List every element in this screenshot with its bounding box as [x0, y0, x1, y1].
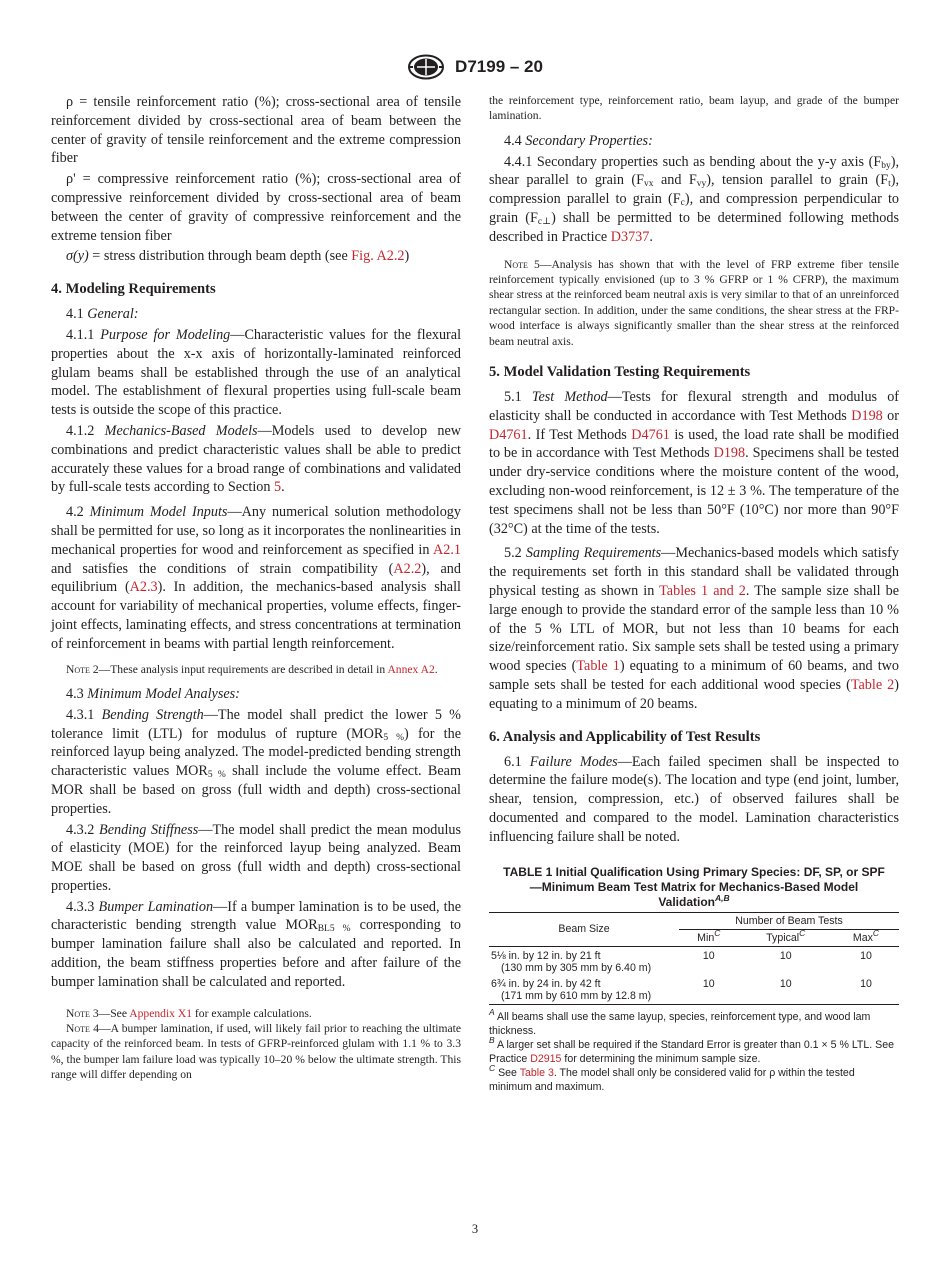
para-4-3-3: 4.3.3 Bumper Lamination—If a bumper lamination is to be used, the characteristic bending strength value $MOR_{BL5 \%}$ corresponding to bumper lamination failure shall also be calculated and reported. In addition, the beam stiffness properties before and after failure of the bumper lamination shall be calculated and reported. [51, 898, 462, 990]
para-4-3: 4.3 Minimum Model Analyses: [66, 685, 240, 702]
table-header-max: Max$^C$ [833, 929, 899, 946]
footnote-a: $^A$ All beams shall use the same layup, species, reinforcement type, and wood lam thickness. [489, 1006, 871, 1037]
table-1-caption: TABLE 1 Initial Qualification Using Primary Species: DF, SP, or SPF—Minimum Beam Test Matrix for Mechanics-Based Model Validation$^{A,B}$ [503, 864, 885, 909]
note-3: Note 3—See Appendix X1 for example calculations. [66, 1006, 312, 1020]
table-header-min: Min$^C$ [679, 929, 739, 946]
table-header-typical: Typical$^C$ [739, 929, 833, 946]
footnote-b: $^B$ A larger set shall be required if the Standard Error is greater than 0.1 × 5 % LTL. See Practice D2915 for determining the minimum sample size. [489, 1034, 895, 1065]
para-4-4: 4.4 Secondary Properties: [504, 132, 653, 149]
para-6-1: 6.1 Failure Modes—Each failed specimen shall be inspected to determine the failure mode(s). The location and type (end joint, lumber, shear, tension, compression, etc.) of observed failures shall be documented and compared to the model. Lamination characteristics influencing failure shall be noted. [489, 753, 900, 845]
footnote-c: $^C$ See Table 3. The model shall only be considered valid for ρ within the tested minimum and maximum. [489, 1062, 855, 1093]
link-annex-a2[interactable]: Annex A2 [387, 662, 435, 676]
table-row: 6¾ in. by 24 in. by 42 ft (171 mm by 610 mm by 12.8 m) 10 10 10 [489, 976, 899, 1005]
link-appendix-x1[interactable]: Appendix X1 [129, 1006, 193, 1020]
link-d4761[interactable]: D4761 [489, 426, 528, 443]
para-4-4-1: 4.4.1 Secondary properties such as bending about the y-y axis $(F_{by})$, shear parallel to grain ($F_{vx}$ and $F_{vy}$), tension parallel to grain $(F_t)$, compression parallel to grain $(F_c)$, and compression perpendicular to grain $(F_{c\perp})$ shall be permitted to be determined following methods described in Practice D3737. [489, 153, 900, 245]
link-fig-a2-2[interactable]: Fig. A2.2 [351, 248, 405, 265]
section-5-heading: 5. Model Validation Testing Requirements [489, 364, 751, 381]
definition-rho-prime: ρ' = compressive reinforcement ratio (%); cross-sectional area of compressive reinforcement divided by cross-sectional area of beam between the center of gravity of compressive reinforcement and the extreme tension fiber [51, 171, 461, 244]
para-5-1: 5.1 Test Method—Tests for flexural strength and modulus of elasticity shall be conducted in accordance with Test Methods D198 or D4761. If Test Methods D4761 is used, the load rate shall be modified to be in accordance with Test Methods D198. Specimens shall be tested under dry-service conditions where the moisture content of the wood, excluding non-wood reinforcement, is 12 ± 3 %. The temperature of the test specimens shall not be less than 50°F (10°C) nor more than 90°F (32°C) at the time of the tests. [489, 389, 900, 537]
designation: D7199 – 20 [455, 57, 543, 76]
table-row: 5⅛ in. by 12 in. by 21 ft (130 mm by 305 mm by 6.40 m) 10 10 10 [491, 949, 872, 974]
link-d3737[interactable]: D3737 [610, 228, 650, 245]
link-d198[interactable]: D198 [713, 445, 746, 462]
right-column [489, 93, 899, 1094]
page-header [0, 54, 950, 82]
link-d2915[interactable]: D2915 [530, 1052, 562, 1065]
page-number: 3 [471, 1222, 479, 1236]
note-4: Note 4—A bumper lamination, if used, will likely fail prior to reaching the ultimate capacity of the reinforced beam. In tests of GFRP-reinforced glulam with 1.1 % to 3.3 %, the bumper lam failure load was typically 10–20 % below the ultimate strength. This range will differ depending on [51, 1022, 461, 1082]
note-5: Note 5—Analysis has shown that with the level of FRP extreme fiber tensile reinforcement typically envisioned (up to 3 % GFRP or 1 % CFRP), the maximum shear stress at the reinforced beam neutral axis is very similar to that of an unreinforced rectangular section. In addition, under the same conditions, the shear stress at the FRP-wood interface is always significantly smaller than the shear stress at the reinforced beam neutral axis. [489, 257, 899, 348]
table-1 [489, 912, 899, 1005]
para-4-1: 4.1 General: [66, 306, 139, 323]
para-4-1-1: 4.1.1 Purpose for Modeling—Characteristic values for the flexural properties about the x-x axis of horizontally-laminated reinforced glulam beams shall be established through the use of an analytical model. The establishment of flexural properties using full-scale beam tests is outside the scope of this practice. [51, 326, 462, 419]
section-4-heading: 4. Modeling Requirements [51, 281, 216, 298]
link-tables-1-2[interactable]: Tables 1 and 2 [659, 583, 746, 599]
para-4-2: 4.2 Minimum Model Inputs—Any numerical solution methodology shall be permitted for use, so long as it incorporates the nonlinearities in mechanical properties for wood and reinforcement as specified in A2.1 and satisfies the conditions of strain compatibility (A2.2), and equilibrium (A2.3). In addition, the mechanics-based analysis shall account for variability of mechanical properties, volume effects, finger-joint effects, laminating effects, and stress concentrations at termination of reinforcement in beams with partial length reinforcement. [51, 504, 461, 652]
table-1-footnotes [489, 1006, 899, 1094]
left-column [51, 93, 461, 1091]
note-4-continued: the reinforcement type, reinforcement ratio, beam layup, and grade of the bumper lamination. [489, 94, 899, 123]
link-table-3[interactable]: Table 3 [519, 1066, 554, 1079]
section-6-heading: 6. Analysis and Applicability of Test Results [489, 728, 761, 745]
para-4-3-2: 4.3.2 Bending Stiffness—The model shall predict the mean modulus of elasticity (MOE) for the reinforced layup being analyzed. Beam MOE shall be based on gross (full width and depth) cross-sectional properties. [51, 821, 462, 894]
link-table-2[interactable]: Table 2 [850, 676, 895, 693]
note-2: Note 2—These analysis input requirements are described in detail in Annex A2. [66, 662, 438, 676]
link-d198[interactable]: D198 [851, 407, 883, 424]
table-header-number: Number of Beam Tests [679, 912, 899, 929]
para-4-3-1: 4.3.1 Bending Strength—The model shall predict the lower 5 % tolerance limit (LTL) for modulus of rupture $(MOR_{5 \%})$ for the reinforced layup being analyzed. The model-predicted bending strength characteristic values $MOR_{5 \%}$ shall include the volume effect. Beam MOR shall be based on gross (full width and depth) cross-sectional properties. [51, 706, 462, 817]
link-d4761[interactable]: D4761 [631, 426, 670, 443]
definition-rho: ρ = tensile reinforcement ratio (%); cross-sectional area of tensile reinforcement divided by cross-sectional area of beam between the center of gravity of tensile reinforcement and the extreme compression fiber [51, 94, 461, 167]
definition-sigma: σ(y) = stress distribution through beam depth (see Fig. A2.2) [66, 248, 410, 265]
link-a2-1[interactable]: A2.1 [433, 541, 461, 558]
astm-logo-icon [407, 54, 445, 80]
table-header-beam-size: Beam Size [489, 912, 679, 946]
para-4-1-2: 4.1.2 Mechanics-Based Models—Models used to develop new combinations and predict characteristic values shall be able to predict accurately these values for a broad range of combinations and validated by full-scale tests according to Section 5. [51, 422, 462, 496]
link-a2-2[interactable]: A2.2 [393, 560, 422, 577]
para-5-2: 5.2 Sampling Requirements—Mechanics-based models which satisfy the requirements set forth in this standard shall be validated through physical testing as shown in Tables 1 and 2. The sample size shall be large enough to provide the standard error of the sample less than 10 % of the 5 % LTL of MOR, but not less than 10 beams for each size/reinforcement ratio. Six sample sets shall be tested using a primary wood species (Table 1) equating to a minimum of 60 beams, and two sample sets shall be tested for each additional wood species (Table 2) equating to a minimum of 20 beams. [489, 545, 900, 712]
link-section-5[interactable]: 5 [274, 479, 282, 496]
link-a2-3[interactable]: A2.3 [129, 579, 158, 596]
link-table-1[interactable]: Table 1 [576, 658, 620, 675]
